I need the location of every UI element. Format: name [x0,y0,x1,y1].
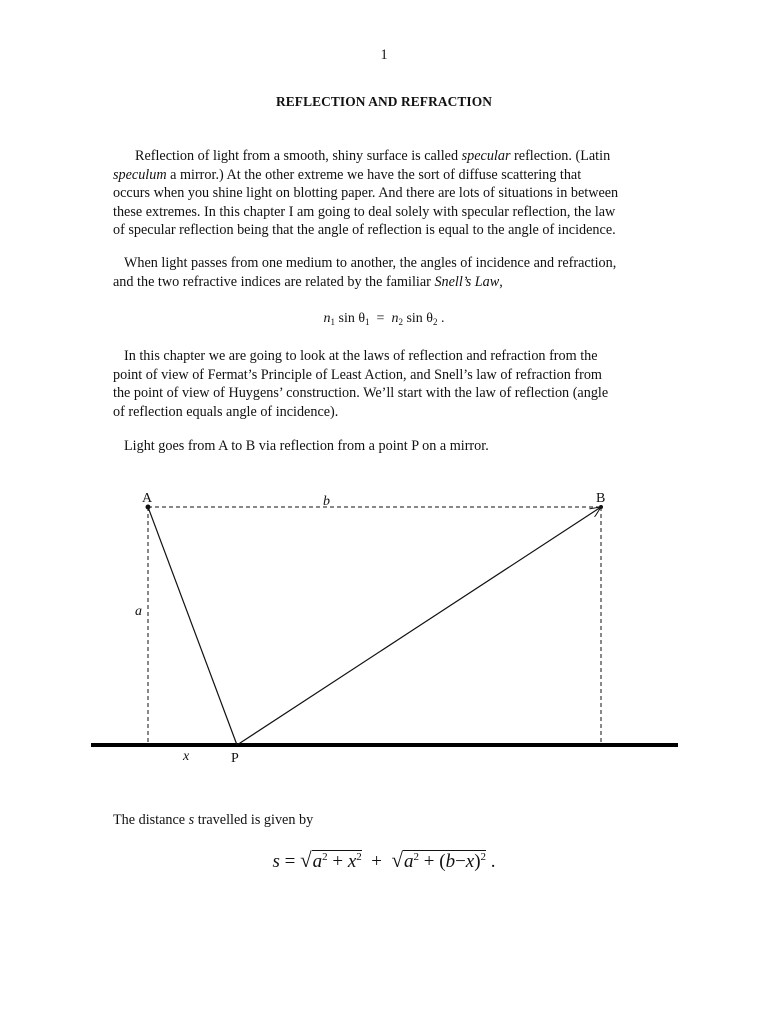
text-line: and the two refractive indices are related by the familiar Snell’s Law, [113,273,503,290]
page-title: REFLECTION AND REFRACTION [275,94,493,109]
label-b-distance: b [323,494,330,509]
text-line: of reflection equals angle of incidence). [113,403,339,420]
text-line: When light passes from one medium to another, the angles of incidence and refraction, [124,255,617,271]
text-line: of specular reflection being that the angle of reflection is equal to the angle of incidence. [113,222,616,239]
text-line: Reflection of light from a smooth, shiny surface is called specular reflection. (Latin [135,148,611,164]
label-p-point: P [231,751,239,766]
text-line: The distance s travelled is given by [113,812,314,828]
incident-ray [148,507,237,745]
page-number: 1 [380,47,388,63]
snells-law-equation: $n_1$ $\sin \theta_1 = n_2$ $\sin \theta_2$ . [323,311,445,327]
label-b-point: B [596,491,606,506]
distance-equation: $s = √a^2 + x^2 + √a^2 + (b-x)^2$ . [272,848,496,872]
label-a-distance: a [135,604,142,619]
label-a-point: A [142,491,153,506]
label-x-distance: x [183,749,190,764]
text-line: these extremes. In this chapter I am going to deal solely with specular reflection, the law [113,203,616,220]
text-line: Light goes from A to B via reflection from a point P on a mirror. [124,438,489,454]
text-line: In this chapter we are going to look at the laws of reflection and refraction from the [124,348,598,364]
paragraph-distance [113,811,658,830]
text-line: the point of view of Huygens’ construction. We’ll start with the law of reflection (angle [113,385,609,402]
text-line: occurs when you shine light on blotting paper. And there are lots of situations in between [113,185,619,202]
text-line: speculum a mirror.) At the other extreme we have the sort of diffuse scattering that [113,166,582,183]
text-line: point of view of Fermat’s Principle of Least Action, and Snell’s law of refraction from [113,366,602,383]
reflected-ray [237,507,601,745]
